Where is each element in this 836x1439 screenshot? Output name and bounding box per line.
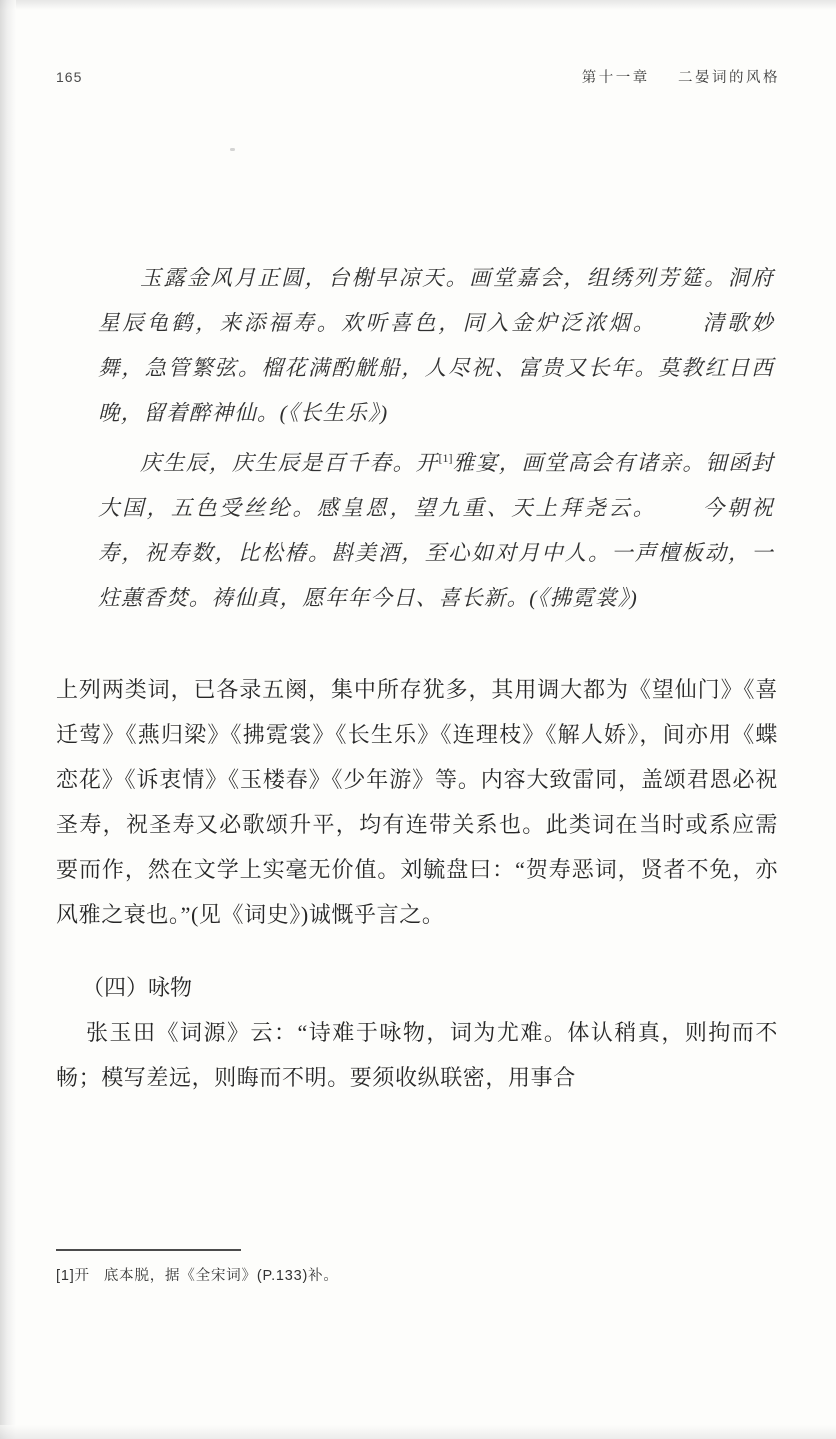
scan-edge-left [0,0,16,1439]
page-body [56,256,778,1100]
scan-edge-bottom [0,1425,836,1439]
footnote-reference-marker[interactable]: [1] [438,451,453,465]
chapter-name-label: 二晏词的风格 [678,70,780,86]
footnote-marker: [1] [56,1268,75,1284]
footnote-entry-1 [56,1265,778,1287]
scan-speck [230,148,235,151]
quote-1-text-a: 玉露金风月正圆，台榭早凉天。画堂嘉会，组绣列芳筵。洞府星辰龟鹤，来添福寿。欢听喜色，同入金炉泛浓烟。 [98,266,774,335]
block-spacer-before-section [56,937,778,965]
section-heading-yongwu: （四）咏物 [82,975,193,1001]
quote-1-text-b: 清歌妙舞，急管繁弦。榴花满酌觥船，人尽祝、富贵又长年。莫教红日西晚，留着醉神仙。(《长生乐》) [98,311,774,425]
quote-2-text-b: 雅宴，画堂高会有诸亲。钿函封大国，五色受丝纶。感皇恩，望九重、天上拜尧云。 [98,451,774,521]
footnote-headword: 开 [74,1268,90,1284]
quote-2-text-c: 今朝祝寿，祝寿数，比松椿。斟美酒，至心如对月中人。一声檀板动，一炷蕙香焚。祷仙真，愿年年今日、喜长新。(《拂霓裳》) [98,496,774,611]
page-number: 165 [56,69,83,85]
quoted-poem-fuxianishang [56,436,778,621]
scan-edge-top [0,0,836,10]
running-chapter-title [582,66,780,87]
footnote-area [56,1249,778,1287]
block-spacer-after-quotes [56,621,778,667]
body-paragraph-2: 张玉田《词源》云：“诗难于咏物，词为尤难。体认稍真，则拘而不畅；模写差远，则晦而不明。要须收纵联密，用事合 [56,1020,778,1091]
quote-2-text-a: 庆生辰，庆生辰是百千春。开 [140,451,439,476]
quoted-poem-changshengle [56,256,778,436]
chapter-number-label: 第十一章 [581,70,650,86]
page-header [56,66,780,87]
body-paragraph-1: 上列两类词，已各录五阕，集中所存犹多，其用调大都为《望仙门》《喜迁莺》《燕归梁》《拂霓裳》《长生乐》《连理枝》《解人娇》，间亦用《蝶恋花》《诉衷情》《玉楼春》《少年游》等。内容大致雷同，盖颂君恩必祝圣寿，祝圣寿又必歌颂升平，均有连带关系也。此类词在当时或系应需要而作，然在文学上实毫无价值。刘毓盘曰：“贺寿恶词，贤者不免，亦风雅之衰也。”(见《词史》)诚慨乎言之。 [56,677,778,928]
footnote-text: 底本脱，据《全宋词》(P.133)补。 [103,1268,339,1284]
footnote-separator-rule [56,1249,241,1251]
quoted-poems-block [56,256,778,621]
